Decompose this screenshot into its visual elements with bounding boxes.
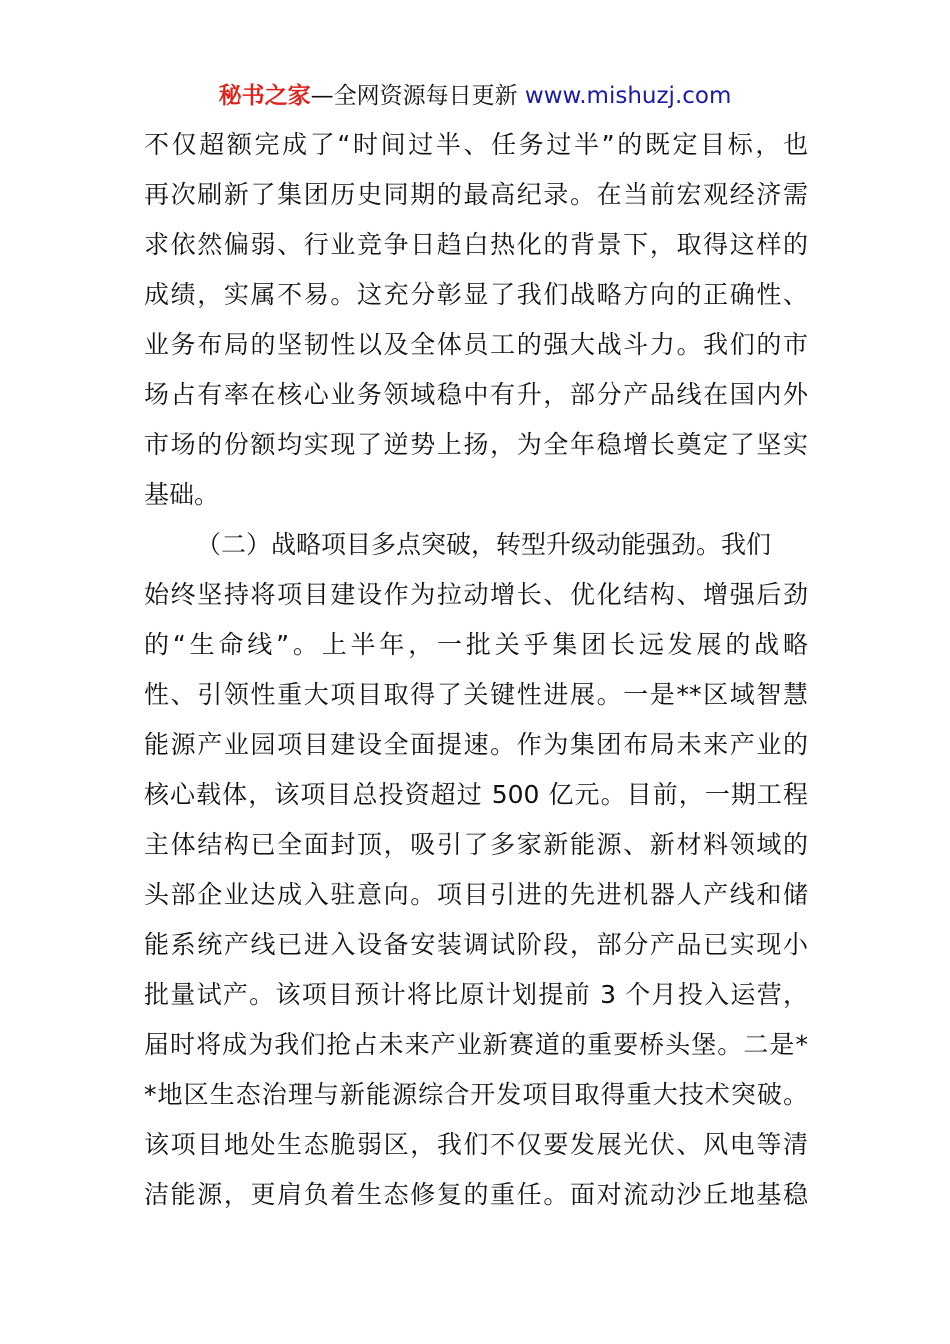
text-line: 再次刷新了集团历史同期的最高纪录。在当前宏观经济需 xyxy=(144,180,808,209)
site-tagline: —全网资源每日更新 xyxy=(310,83,525,109)
text-line: 头部企业达成入驻意向。项目引进的先进机器人产线和储 xyxy=(144,880,808,909)
text-line: 该项目地处生态脆弱区，我们不仅要发展光伏、风电等清 xyxy=(144,1130,808,1159)
text-line: 性、引领性重大项目取得了关键性进展。一是**区域智慧 xyxy=(144,680,808,709)
site-brand: 秘书之家 xyxy=(218,83,311,109)
text-line: 届时将成为我们抢占未来产业新赛道的重要桥头堡。二是* xyxy=(144,1030,808,1059)
text-line: 洁能源，更肩负着生态修复的重任。面对流动沙丘地基稳 xyxy=(144,1180,808,1209)
site-header xyxy=(0,80,950,112)
text-line: 的“生命线”。上半年，一批关乎集团长远发展的战略 xyxy=(144,630,808,659)
text-line: *地区生态治理与新能源综合开发项目取得重大技术突破。 xyxy=(144,1080,808,1109)
text-line: 主体结构已全面封顶，吸引了多家新能源、新材料领域的 xyxy=(144,830,808,859)
text-line: 成绩，实属不易。这充分彰显了我们战略方向的正确性、 xyxy=(144,280,808,309)
text-line: 不仅超额完成了“时间过半、任务过半”的既定目标，也 xyxy=(144,130,808,159)
site-url-link[interactable]: www.mishuzj.com xyxy=(524,83,732,109)
text-line: 市场的份额均实现了逆势上扬，为全年稳增长奠定了坚实 xyxy=(144,430,808,459)
text-line: 业务布局的坚韧性以及全体员工的强大战斗力。我们的市 xyxy=(144,330,808,359)
text-line: 批量试产。该项目预计将比原计划提前 3 个月投入运营， xyxy=(144,980,808,1009)
text-line: 始终坚持将项目建设作为拉动增长、优化结构、增强后劲 xyxy=(144,580,808,609)
text-line: 求依然偏弱、行业竞争日趋白热化的背景下，取得这样的 xyxy=(144,230,808,259)
text-line: 能系统产线已进入设备安装调试阶段，部分产品已实现小 xyxy=(144,930,808,959)
section-heading-line: （二）战略项目多点突破，转型升级动能强劲。我们 xyxy=(196,530,772,559)
text-line: 基础。 xyxy=(144,480,220,509)
text-line: 能源产业园项目建设全面提速。作为集团布局未来产业的 xyxy=(144,730,808,759)
text-line: 场占有率在核心业务领域稳中有升，部分产品线在国内外 xyxy=(144,380,808,409)
document-body xyxy=(144,120,808,1220)
text-line: 核心载体，该项目总投资超过 500 亿元。目前，一期工程 xyxy=(144,780,808,809)
